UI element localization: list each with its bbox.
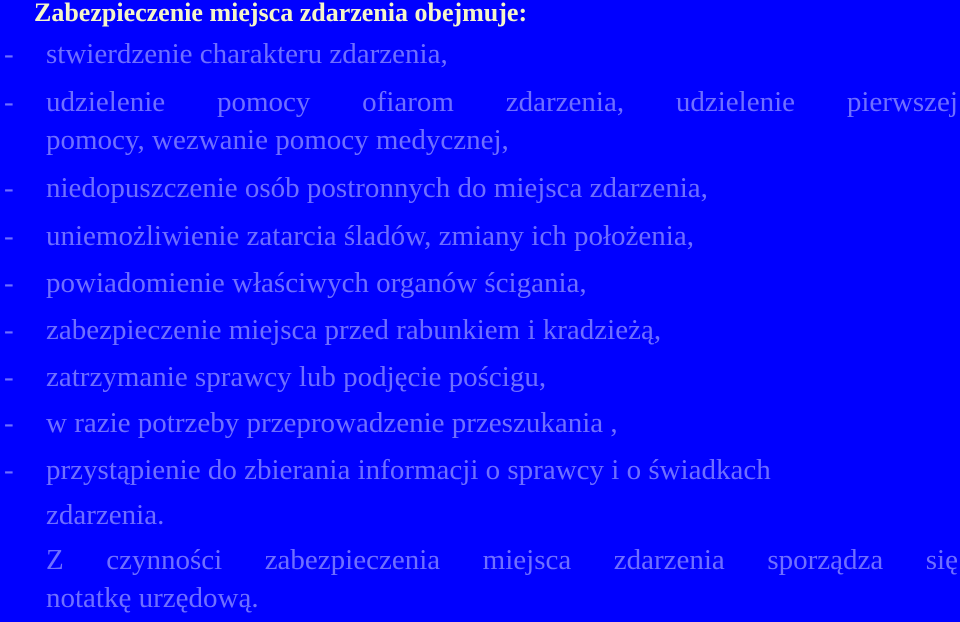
word: zabezpieczenia — [264, 544, 441, 576]
list-item-text: zatrzymanie sprawcy lub podjęcie pościgu, — [46, 361, 547, 393]
word: pierwszej — [846, 86, 958, 118]
list-item-text-line — [46, 84, 958, 120]
word: udzielenie — [675, 86, 796, 118]
closing-text-line — [46, 542, 958, 578]
bullet-dash: - — [4, 38, 14, 70]
bullet-dash: - — [4, 314, 14, 346]
word: czynności — [106, 544, 223, 576]
bullet-dash: - — [4, 407, 14, 439]
slide-heading: Zabezpieczenie miejsca zdarzenia obejmuje: — [34, 0, 528, 27]
word: pomocy — [216, 86, 311, 118]
bullet-dash: - — [4, 361, 14, 393]
bullet-dash: - — [4, 86, 14, 118]
bullet-dash: - — [4, 220, 14, 252]
word: udzielenie — [46, 86, 166, 118]
list-item-text-line: zdarzenia. — [46, 499, 165, 531]
word: zdarzenia, — [505, 86, 625, 118]
list-item-text: zabezpieczenie miejsca przed rabunkiem i kradzieżą, — [46, 314, 662, 346]
bullet-dash: - — [4, 454, 14, 486]
bullet-dash: - — [4, 172, 14, 204]
list-item-text: przystąpienie do zbierania informacji o sprawcy i o świadkach — [46, 454, 771, 486]
word: miejsca — [482, 544, 572, 576]
list-item-text: niedopuszczenie osób postronnych do miejsca zdarzenia, — [46, 172, 708, 204]
list-item-text: w razie potrzeby przeprowadzenie przeszukania , — [46, 407, 618, 439]
word: Z — [46, 544, 64, 576]
list-item-text-line: pomocy, wezwanie pomocy medycznej, — [46, 124, 509, 156]
word: ofiarom — [362, 86, 454, 118]
word: zdarzenia — [613, 544, 725, 576]
bullet-dash: - — [4, 267, 14, 299]
list-item-text: uniemożliwienie zatarcia śladów, zmiany ich położenia, — [46, 220, 694, 252]
list-item-text: stwierdzenie charakteru zdarzenia, — [46, 38, 448, 70]
closing-text-line: notatkę urzędową. — [46, 582, 259, 614]
word: się — [925, 544, 958, 576]
list-item-text: powiadomienie właściwych organów ścigania, — [46, 267, 587, 299]
word: sporządza — [767, 544, 884, 576]
